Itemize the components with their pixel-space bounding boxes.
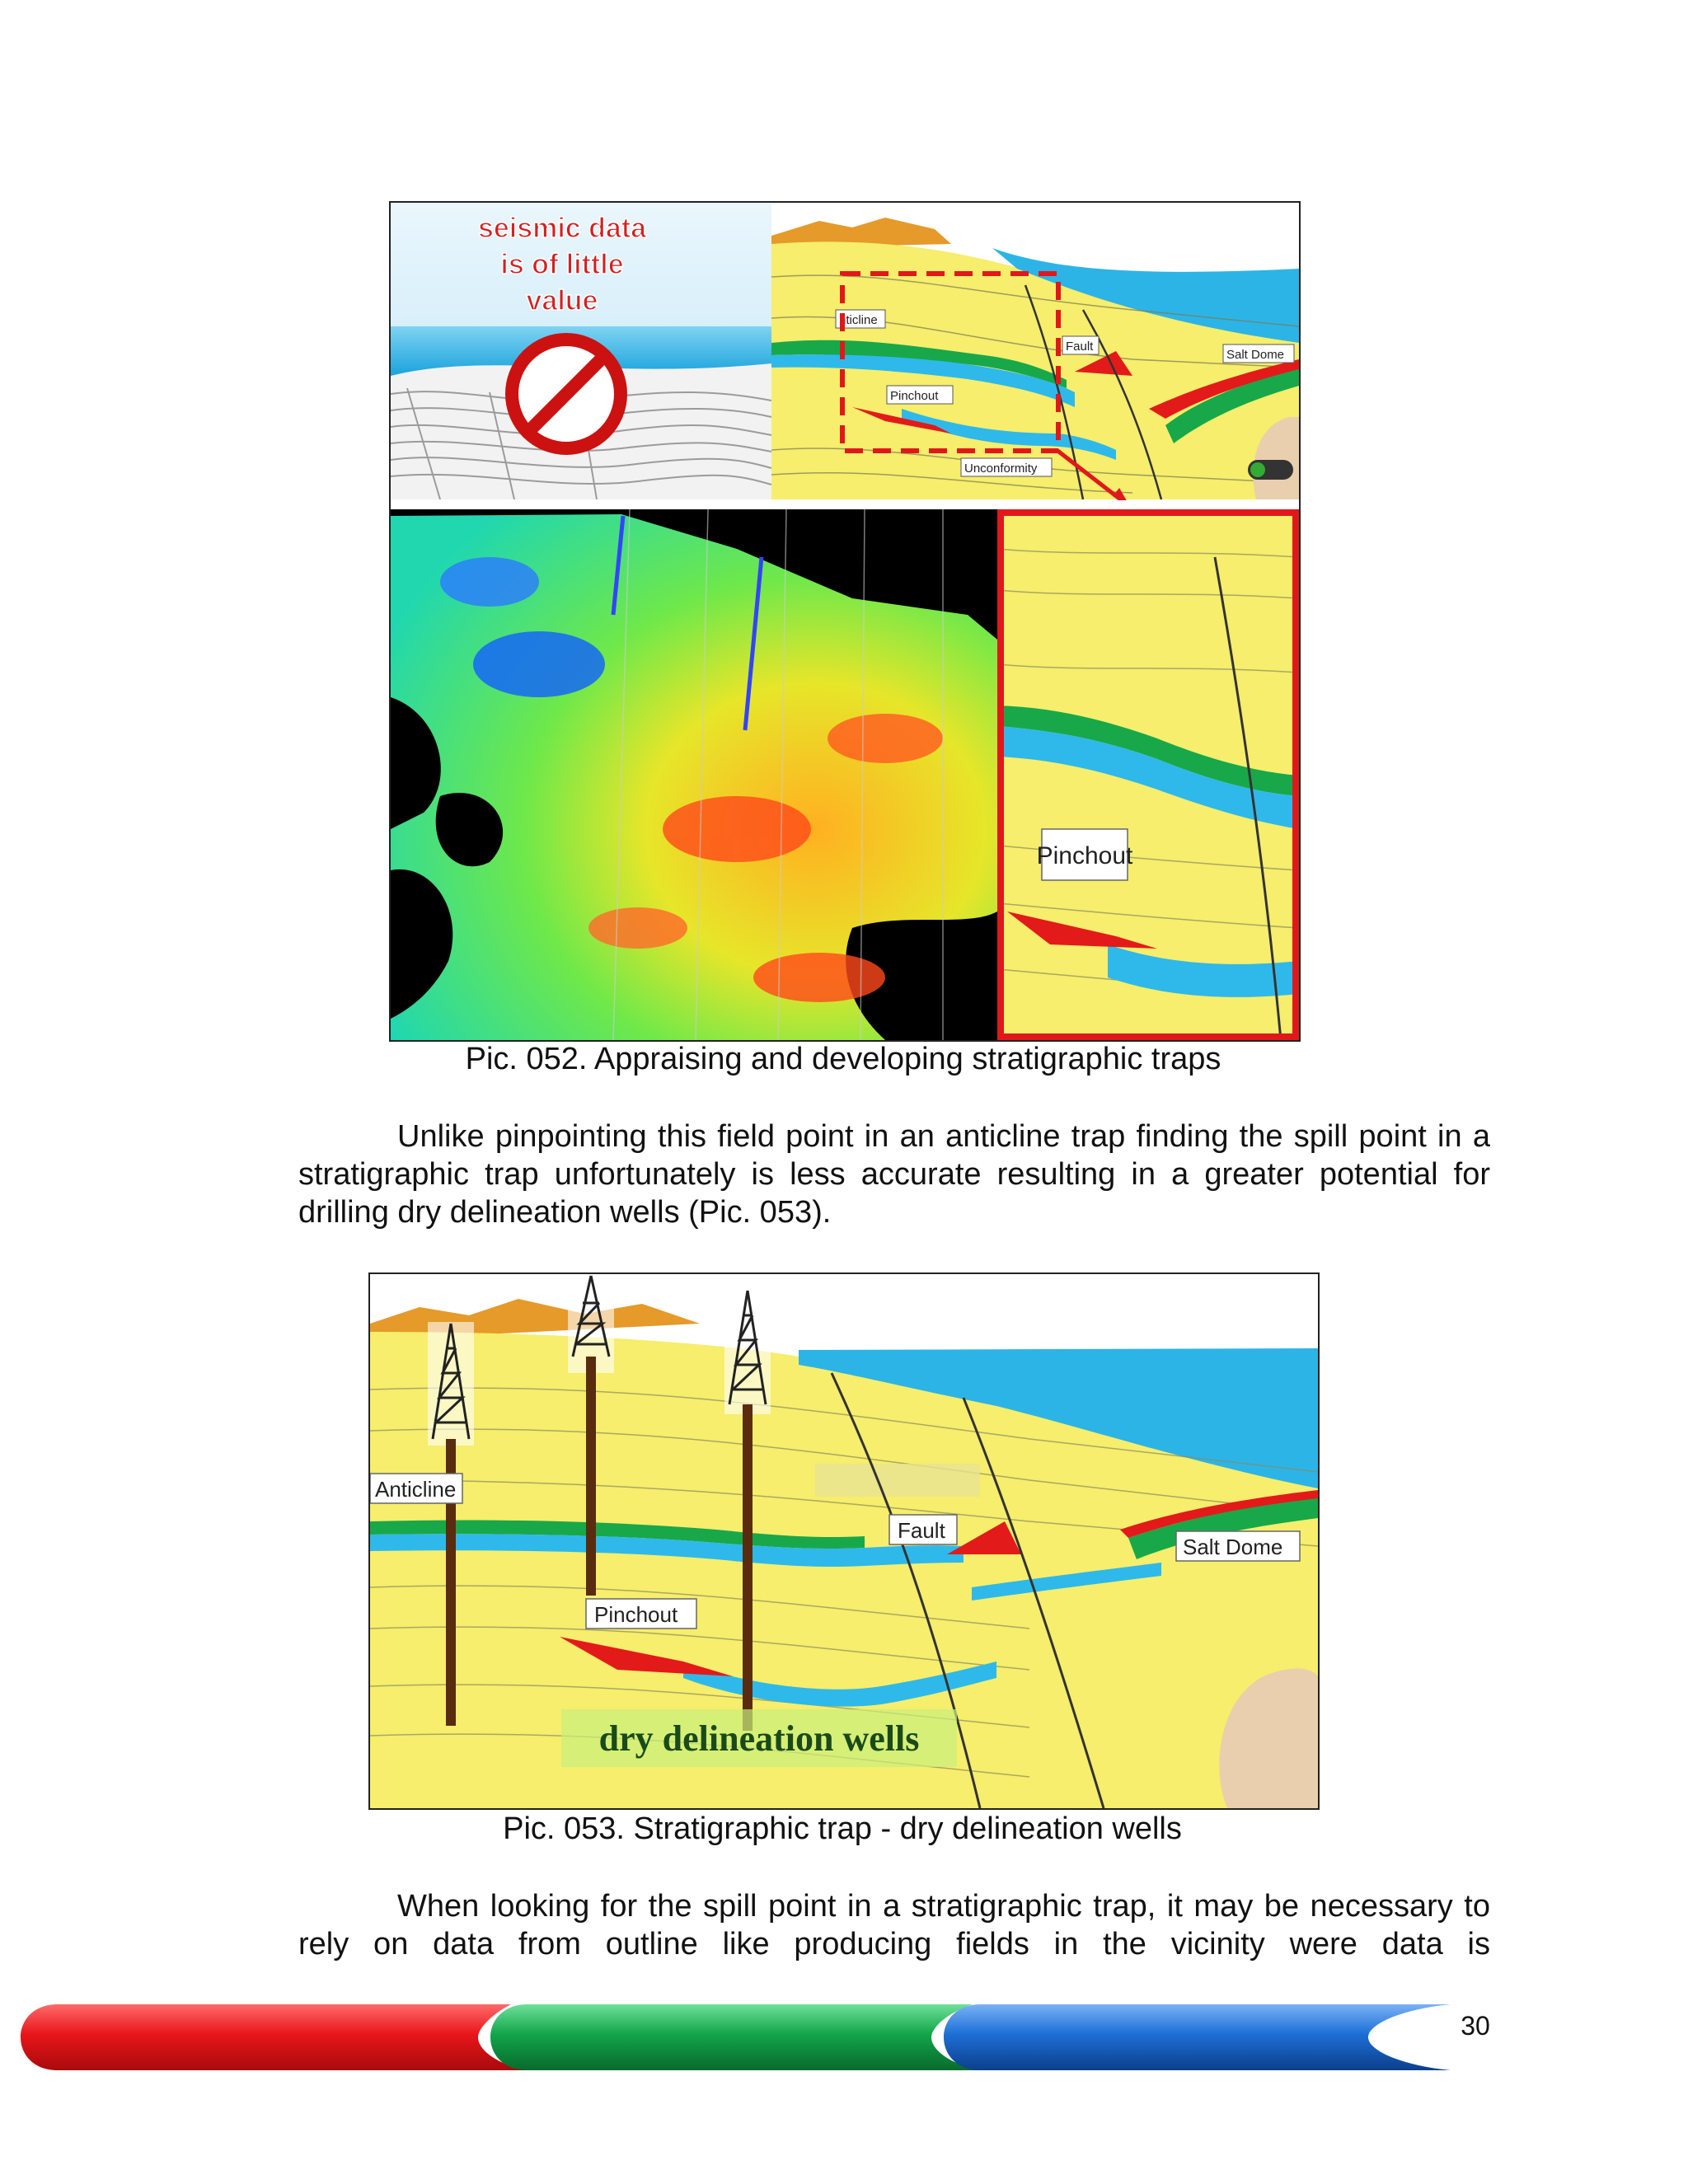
label-pinchout-small: Pinchout <box>890 389 939 403</box>
label-unconformity-small: Unconformity <box>964 462 1038 476</box>
figure-052-caption: Pic. 052. Appraising and developing stratigraphic traps <box>465 1042 1221 1076</box>
seismic-banner-line-2: is of little <box>500 249 624 280</box>
dry-wells-banner: dry delineation wells <box>598 1718 920 1759</box>
figure-052-graphic <box>391 203 1299 1040</box>
label-pinchout: Pinchout <box>594 1602 678 1627</box>
label-fault: Fault <box>898 1518 945 1543</box>
body-paragraph-1 <box>298 1118 1490 1231</box>
figure-053 <box>368 1272 1320 1810</box>
seismic-banner-line-3: value <box>526 285 598 316</box>
label-salt-dome: Salt Dome <box>1183 1535 1283 1559</box>
seismic-banner-line-1: seismic data <box>477 213 647 244</box>
footer-red-pill <box>21 2004 528 2070</box>
label-anticline-small: nticline <box>839 313 878 327</box>
seismic-panel <box>391 203 771 499</box>
zoomed-pinchout <box>997 509 1299 1040</box>
figure-053-graphic <box>370 1274 1318 1808</box>
footer-green-pill <box>490 2004 981 2070</box>
label-salt-dome-small: Salt Dome <box>1226 348 1285 362</box>
label-anticline: Anticline <box>375 1477 457 1502</box>
cross-section-small <box>771 203 1299 508</box>
paragraph-2-text: When looking for the spill point in a stratigraphic trap, it may be necessary to rely on data from outline like producing fields in the vicinity were data is <box>298 1889 1490 1961</box>
seismic-attribute-map <box>391 509 997 1040</box>
figure-053-caption: Pic. 053. Stratigraphic trap - dry delineation wells <box>503 1811 1182 1846</box>
figure-052 <box>389 201 1301 1042</box>
paragraph-1-text: Unlike pinpointing this field point in an anticline trap finding the spill point in a stratigraphic trap unfortunately is less accurate resulting in a greater potential for drilling dry delineation wells (Pic. 053). <box>298 1119 1490 1230</box>
label-pinchout-zoom: Pinchout <box>1036 842 1133 869</box>
label-fault-small: Fault <box>1066 340 1094 354</box>
footer-blue-pill <box>944 2004 1451 2070</box>
body-paragraph-2 <box>298 1887 1490 1963</box>
prohibited-icon <box>512 340 621 448</box>
footer-decoration <box>0 1994 1484 2077</box>
page-number: 30 <box>1461 2011 1490 2041</box>
footer-pills <box>0 1994 1484 2077</box>
